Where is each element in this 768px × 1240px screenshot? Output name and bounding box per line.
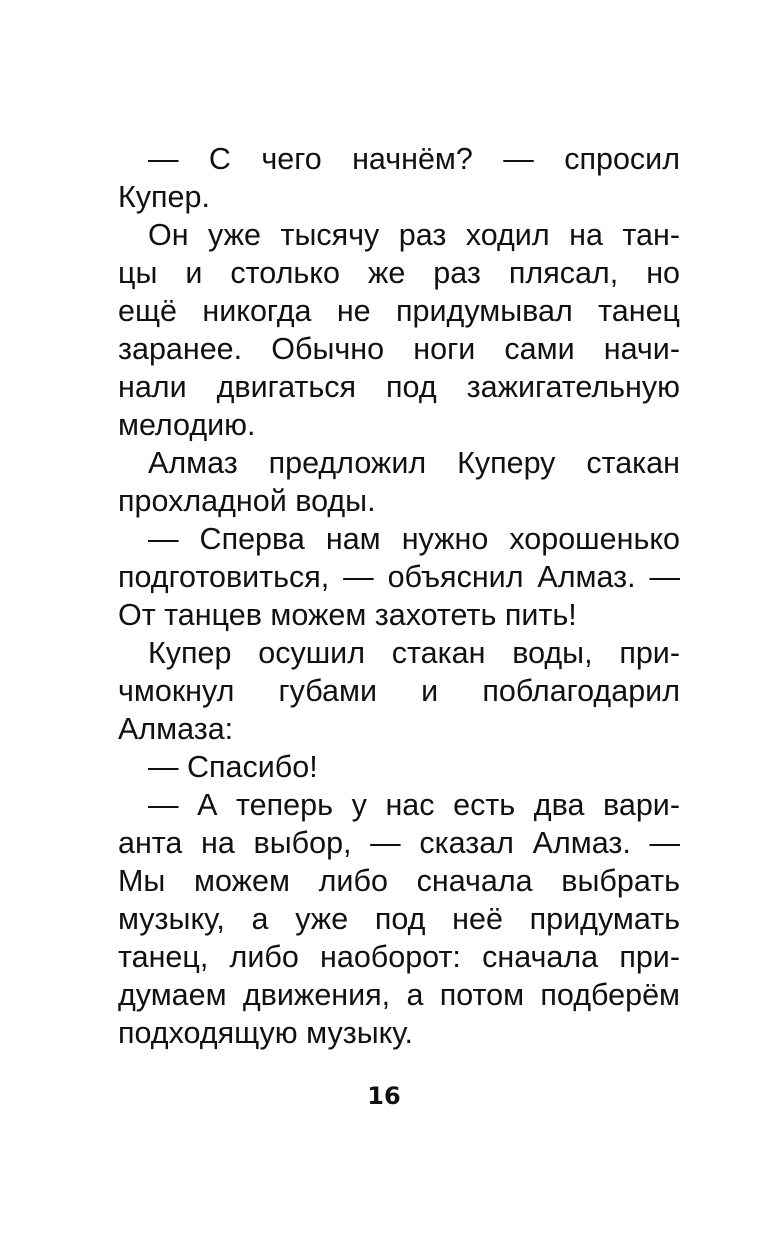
text-line: — С чего начнём? — спросил [148,142,680,176]
paragraph [118,216,680,444]
text-line: цы и столько же раз плясал, но [118,256,680,290]
text-line: — Сперва нам нужно хорошенько [148,522,680,556]
text-line: Он уже тысячу раз ходил на тан- [148,218,680,252]
text-line: подготовиться, — объяснил Алмаз. — [118,560,680,594]
paragraph [118,140,680,216]
text-line: танец, либо наоборот: сначала при- [118,940,680,974]
text-line: нали двигаться под зажигательную [118,370,680,404]
text-line: — А теперь у нас есть два вари- [148,788,680,822]
page-number: 16 [367,1082,401,1110]
text-line: прохладной воды. [118,484,376,518]
text-line: Мы можем либо сначала выбрать [118,864,680,898]
text-line: Купер. [118,180,210,214]
text-line: Алмаз предложил Куперу стакан [148,446,680,480]
text-line: Купер осушил стакан воды, при- [148,636,680,670]
text-line: думаем движения, а потом подберём [118,978,680,1012]
paragraph [118,444,680,520]
paragraph [118,634,680,748]
text-line: музыку, а уже под неё придумать [118,902,680,936]
text-line: мелодию. [118,408,256,442]
text-line: От танцев можем захотеть пить! [118,598,577,632]
paragraph [118,748,680,786]
paragraph [118,520,680,634]
text-line: ещё никогда не придумывал танец [118,294,680,328]
paragraph [118,786,680,1052]
text-line: анта на выбор, — сказал Алмаз. — [118,826,680,860]
text-line: чмокнул губами и поблагодарил [118,674,680,708]
text-line: заранее. Обычно ноги сами начи- [118,332,680,366]
text-line: подходящую музыку. [118,1016,413,1050]
body-text [118,140,680,1052]
text-line: Алмаза: [118,712,234,746]
text-line: — Спасибо! [148,750,318,784]
